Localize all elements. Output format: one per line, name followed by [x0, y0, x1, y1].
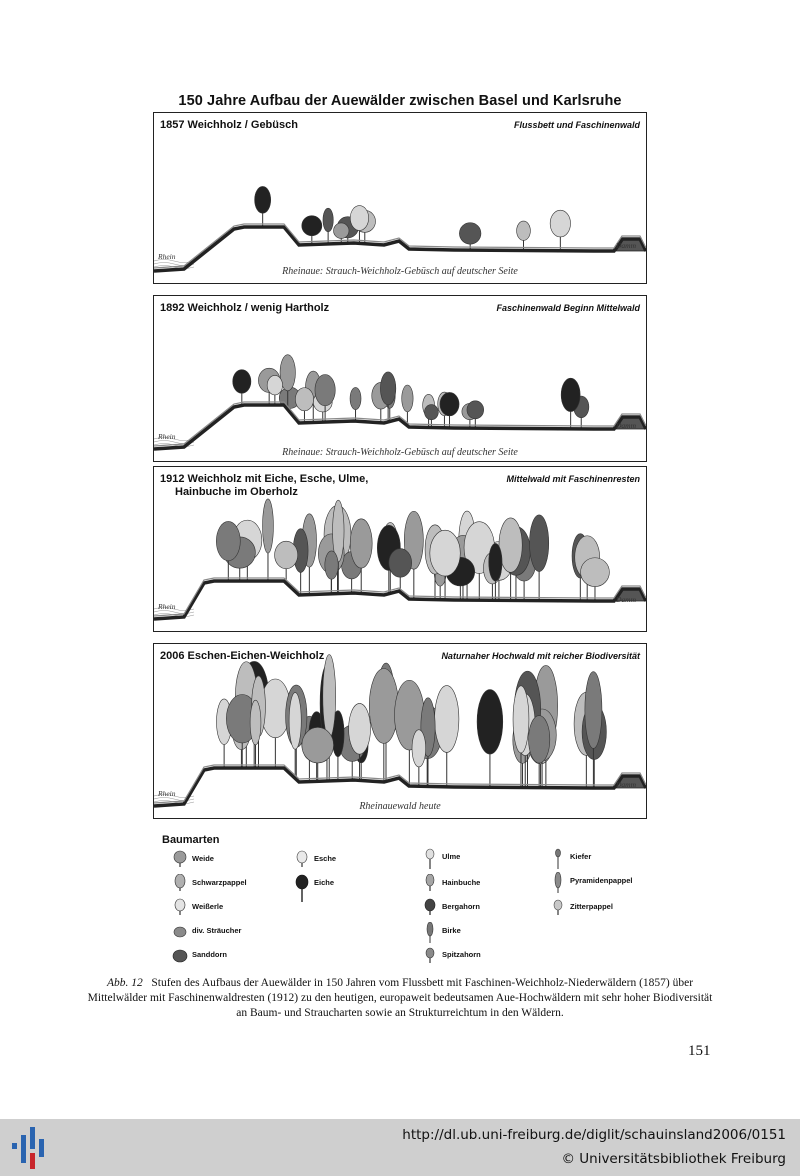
tree-species-legend [160, 834, 650, 969]
panel-caption: Rheinaue: Strauch-Weichholz-Gebüsch auf deutscher Seite [282, 447, 518, 458]
forest-illustration [154, 644, 647, 819]
copyright-notice: © Universitätsbibliothek Freiburg [561, 1151, 786, 1167]
ulme-icon [422, 848, 438, 870]
damm-label: Damm [616, 780, 636, 789]
legend-label: Hainbuche [442, 878, 481, 887]
legend-label: Sanddorn [192, 950, 227, 959]
panel-title: 1857 Weichholz / Gebüsch [160, 119, 298, 131]
legend-label: Eiche [314, 878, 335, 887]
legend-label: Pyramidenpappel [570, 876, 633, 885]
panel-1892 [153, 295, 647, 462]
legend-label: Weißerle [192, 902, 224, 911]
source-url[interactable]: http://dl.ub.uni-freiburg.de/diglit/schauinsland2006/0151 [402, 1127, 786, 1143]
rhein-label: Rhein [158, 789, 176, 798]
rhein-label: Rhein [158, 602, 176, 611]
bergahorn-icon [422, 898, 438, 916]
forest-illustration [154, 296, 647, 462]
legend-label: Bergahorn [442, 902, 480, 911]
schwarzpappel-icon [172, 874, 188, 892]
pyramidenpappel-icon [550, 872, 566, 894]
damm-label: Damm [616, 421, 636, 430]
legend-title: Baumarten [162, 834, 220, 846]
legend-label: div. Sträucher [192, 926, 242, 935]
panel-subtitle: Mittelwald mit Faschinenresten [506, 474, 640, 484]
eiche-icon [294, 874, 310, 904]
panel-1912 [153, 466, 647, 632]
legend-label: Kiefer [570, 852, 592, 861]
panel-title-line: 1912 Weichholz mit Eiche, Esche, Ulme, [160, 473, 369, 485]
panel-title [160, 473, 368, 499]
rhein-label: Rhein [158, 432, 176, 441]
spitzahorn-icon [422, 946, 438, 964]
rhein-label: Rhein [158, 252, 176, 261]
panel-2006 [153, 643, 647, 819]
legend-label: Esche [314, 854, 337, 863]
panel-subtitle: Faschinenwald Beginn Mittelwald [496, 303, 640, 313]
panel-subtitle: Naturnaher Hochwald mit reicher Biodiversität [441, 651, 640, 661]
damm-label: Damm [616, 595, 636, 604]
panel-title-line: Hainbuche im Oberholz [175, 486, 298, 498]
footer-bar [0, 1119, 800, 1176]
sanddorn-icon [172, 946, 188, 964]
panel-caption: Rheinauewald heute [359, 801, 441, 812]
figure-caption [86, 976, 714, 1021]
panel-caption: Rheinaue: Strauch-Weichholz-Gebüsch auf deutscher Seite [282, 266, 518, 277]
legend-label: Spitzahorn [442, 950, 481, 959]
kiefer-icon [550, 848, 566, 870]
panel-title: 1892 Weichholz / wenig Hartholz [160, 302, 330, 314]
panel-subtitle: Flussbett und Faschinenwald [513, 120, 640, 130]
hainbuche-icon [422, 874, 438, 892]
straeucher-icon [172, 922, 188, 940]
legend-label: Zitterpappel [570, 902, 613, 911]
panel-1857 [153, 112, 647, 284]
damm-label: Damm [616, 241, 636, 250]
panel-title: 2006 Eschen-Eichen-Weichholz [160, 650, 325, 662]
library-logo-icon [10, 1125, 52, 1171]
legend-label: Weide [192, 854, 214, 863]
weisserle-icon [172, 898, 188, 916]
legend-label: Ulme [442, 852, 461, 861]
legend-label: Birke [442, 926, 461, 935]
forest-illustration [154, 113, 647, 284]
esche-icon [294, 850, 310, 868]
figure-title: 150 Jahre Aufbau der Auewälder zwischen Basel und Karlsruhe [178, 93, 622, 109]
figure-caption-text: Stufen des Aufbaus der Auewälder in 150 Jahren vom Flussbett mit Faschinen-Weichholz-Niederwäldern (1857) über Mittelwälder mit Faschinenwaldresten (1912) zu den heutigen, europaweit bedeutsamen Aue-Hochwäldern mit sehr hoher Biodiversität an Baum- und Straucharten sowie an Strukturreichtum in den Wäldern. [87, 977, 713, 1019]
weide-icon [172, 850, 188, 868]
legend-label: Schwarzpappel [192, 878, 247, 887]
birke-icon [422, 922, 438, 944]
figure-number: Abb. 12 [106, 977, 143, 989]
page-number: 151 [688, 1043, 711, 1059]
zitterpappel-icon [550, 898, 566, 916]
